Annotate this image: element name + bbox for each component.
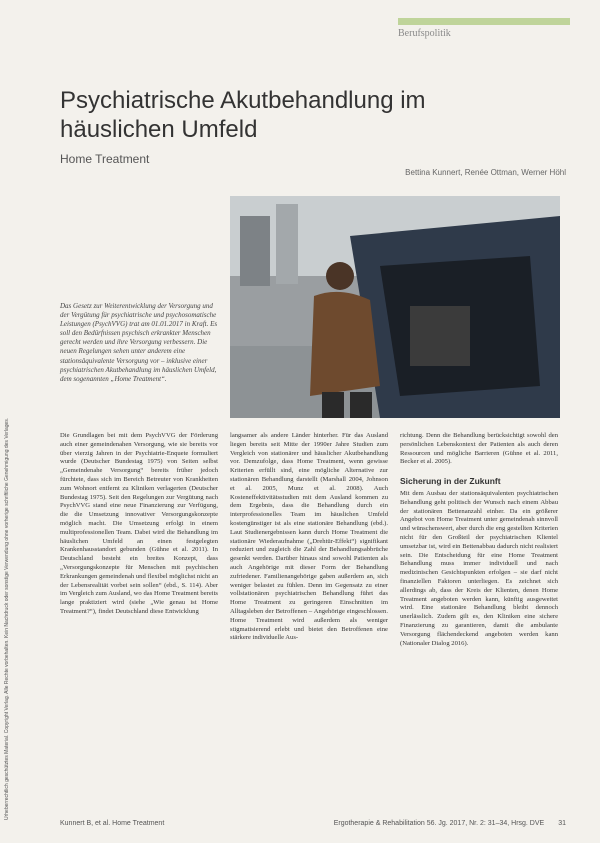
body-column-2: [230, 432, 388, 643]
article-title: Psychiatrische Akutbehandlung im häuslichen Umfeld: [60, 87, 426, 143]
copyright-side-note: Urheberrechtlich geschütztes Material. Copyright Verlag. Alle Rechte vorbehalten. Kein Nachdruck oder sonstige Verwendung ohne vorherige schriftliche Genehmigung des Verlages.: [4, 417, 10, 820]
section-label: Berufspolitik: [398, 28, 451, 39]
article-authors: Bettina Kunnert, Renée Ottman, Werner Höhl: [405, 168, 566, 177]
body-column-3: [400, 432, 558, 648]
footer-citation: Kunnert B, et al. Home Treatment: [60, 820, 165, 827]
body-paragraph: richtung. Denn die Behandlung berücksichtigt sowohl den persönlichen Lebenskontext der Patienten als auch deren Ressourcen und mögliche Barrieren (Gühne et al. 2011, Becker et al. 2005).: [400, 432, 558, 466]
body-column-1: [60, 432, 218, 617]
article-abstract: Das Gesetz zur Weiterentwicklung der Versorgung und der Vergütung für psychiatrische und psychosomatische Leistungen (PsychVVG) trat am 01.01.2017 in Kraft. Es soll den Bedürfnissen psychisch erkrankter Menschen gerecht werden und ihre Versorgung verbessern. Die neuen Regelungen sehen unter anderem eine stationsäquivalente Versorgung vor – inklusive einer psychiatrischen Akutbehandlung im häuslichen Umfeld, dem sogenannten „Home Treatment“.: [60, 302, 218, 383]
section-accent-bar: [398, 18, 570, 25]
article-subtitle: Home Treatment: [60, 152, 150, 166]
body-paragraph: langsamer als andere Länder hinterher. Für das Ausland liegen bereits seit Mitte der 1990er Jahre Studien zum Vergleich von stationärer und häuslicher Akutbehandlung vor. Demzufolge, dass Home Treatment, wenn gewisse Kriterien erfüllt sind, eine mögliche Alternative zur stationären Behandlung darstellt (Marshall 2004, Johnson et al. 2005, Munz et al. 2008). Auch Kosteneffektivitätsstudien mit dem Ausland kommen zu dem Ergebnis, dass die Behandlung durch ein interprofessionelles Team im häuslichen Umfeld kostengünstiger ist als eine stationäre Behandlung (ebd.). Laut Studienergebnissen kann durch Home Treatment die stationäre Wiederaufnahme („Drehtür-Effekt“) signifikant reduziert und zugleich die Zahl der Behandlungsabbrüche gesenkt werden. Darüber hinaus sind sowohl Patienten als auch Angehörige mit dieser Form der Behandlung zufriedener. Familienangehörige gaben außerdem an, sich weniger belastet zu fühlen. Denn im Gegensatz zu einer vollstationären psychiatrischen Behandlung führt das Home Treatment zu geringeren Einschnitten im Alltagsleben der Betroffenen – Angehörige eingeschlossen. Home Treatment wird außerdem als weniger stigmatisierend erlebt und bietet den Betroffenen eine stärkere individuelle Aus-: [230, 432, 388, 642]
footer-journal-info: Ergotherapie & Rehabilitation 56. Jg. 2017, Nr. 2: 31–34, Hrsg. DVE: [333, 820, 545, 827]
page-number: 31: [558, 820, 566, 827]
body-paragraph: Die Grundlagen bei mit dem PsychVVG der Förderung auch einer gemeindenahen Versorgung, wie sie bereits vor über vierzig Jahren in der Psychiatrie-Enquete formuliert wurde (Deutscher Bundestag 1975) von Seiten selbst „Gemeindenahe Versorgung“ bereits früher jedoch fürchtete, dass sich im Bereich Betreuter von Krankheiten zum Wohnort entfernt zu Kliniken verlagerten (Deutscher Bundestag 1975). Seit den Regelungen zur Vergütung nach PsychVVG stand eine neue Finanzierung zur Verfügung, die die Umsetzung innovativer Versorgungskonzepte möglich macht. Die Umsetzung erfolgt in einem multiprofessionellen Team. Dabei wird die Behandlung im häuslichen Umfeld an einen festgelegten Krankenhausstandort gebunden (Gühne et al. 2011). In Deutschland besteht ein breites Konzept, dass „Versorgungskonzepte für Menschen mit psychischen Erkrankungen gemeindenah und flexibel möglichst nicht an der Lebensrealität vorbei sein sollen“ (ebd., S. 114). Aber im Vergleich zum Ausland, wo das Home Treatment bereits lange praktiziert wird (siehe „Wie genau ist Home Treatment?“), findet Deutschland diese Entwicklung: [60, 432, 218, 615]
footer-journal: [334, 820, 566, 827]
article-photo: [230, 196, 560, 418]
body-paragraph: Mit dem Ausbau der stationsäquivalenten psychiatrischen Behandlung geht politisch der Wunsch nach einem Abbau der stationären Bettenanzahl einher. Da ein größerer Angebot von Home Treatment unter gemeindenah sinnvoll und wünschenswert, aber durch die eng gestellten Kriterien nicht für den Großteil der psychiatrischen Klientel umsetzbar ist, wird ein Bettenabbau dadurch nicht realisiert sein. Die Entscheidung für eine Home Treatment Behandlung muss immer individuell und nach medizinischen Gesichtspunkten erfolgen – sie darf nicht finanziellen Faktoren unterliegen. Es zeichnet sich allerdings ab, dass der Kreis der Klienten, denen Home Treatment angeboten werden kann, künftig ausgeweitet wird. Eine stationäre Behandlung bleibt dennoch unerlässlich. Zudem gilt es, den Kliniken eine sichere Finanzierung zu garantieren, damit die ambulante Versorgung flächendeckend angeboten werden kann (Nationaler Dialog 2016).: [400, 489, 558, 647]
section-heading: Sicherung in der Zukunft: [400, 476, 501, 487]
